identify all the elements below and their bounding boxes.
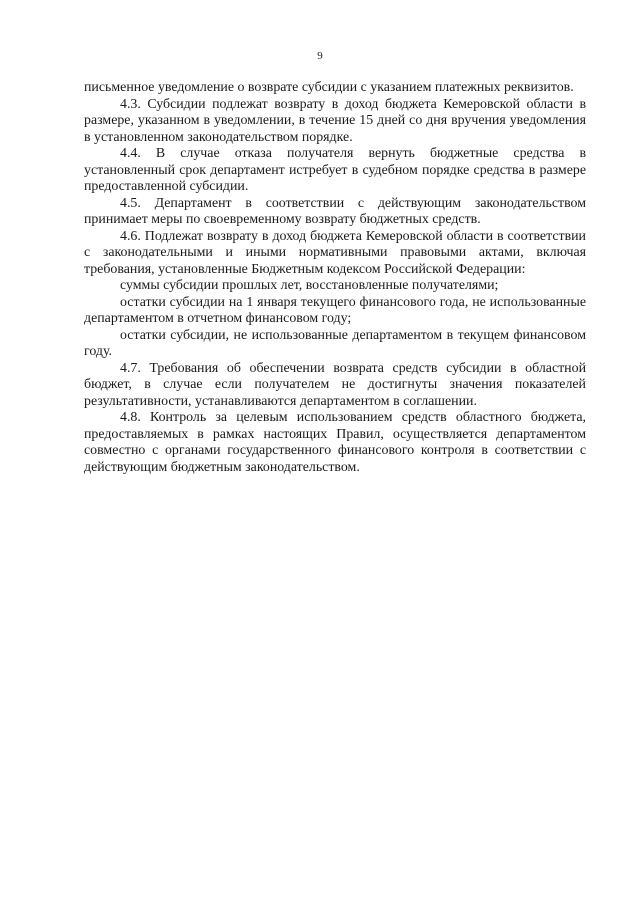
list-item-current-year-balance: остатки субсидии, не использованные департаментом в текущем финансовом году. <box>84 327 586 359</box>
paragraph-continuation: письменное уведомление о возврате субсидии с указанием платежных реквизитов. <box>84 80 574 95</box>
paragraph-4-6: 4.6. Подлежат возврату в доход бюджета Кемеровской области в соответствии с законодательными и иными нормативными правовыми актами, включая требования, установленные Бюджетным кодексом Российской Федерации: <box>84 228 586 277</box>
page-number: 9 <box>317 50 323 62</box>
document-body <box>84 80 586 476</box>
paragraph-4-4: 4.4. В случае отказа получателя вернуть бюджетные средства в установленный срок департамент истребует в судебном порядке средства в размере предоставленной субсидии. <box>84 146 586 194</box>
paragraph-4-5: 4.5. Департамент в соответствии с действующим законодательством принимает меры по своевременному возврату бюджетных средств. <box>84 195 586 227</box>
paragraph-4-3: 4.3. Субсидии подлежат возврату в доход бюджета Кемеровской области в размере, указанном в уведомлении, в течение 15 дней со дня вручения уведомления в установленном законодательством порядке. <box>84 96 586 145</box>
paragraph-4-8: 4.8. Контроль за целевым использованием средств областного бюджета, предоставляемых в рамках настоящих Правил, осуществляется департаментом совместно с органами государственного финансового контроля в соответствии с действующим бюджетным законодательством. <box>84 410 586 475</box>
list-item-january-balance: остатки субсидии на 1 января текущего финансового года, не использованные департаментом в отчетном финансовом году; <box>84 294 586 326</box>
paragraph-4-7: 4.7. Требования об обеспечении возврата средств субсидии в областной бюджет, в случае если получателем не достигнуты значения показателей результативности, устанавливаются департаментом в соглашении. <box>84 360 586 409</box>
list-item-prior-years: суммы субсидии прошлых лет, восстановленные получателями; <box>120 278 499 293</box>
